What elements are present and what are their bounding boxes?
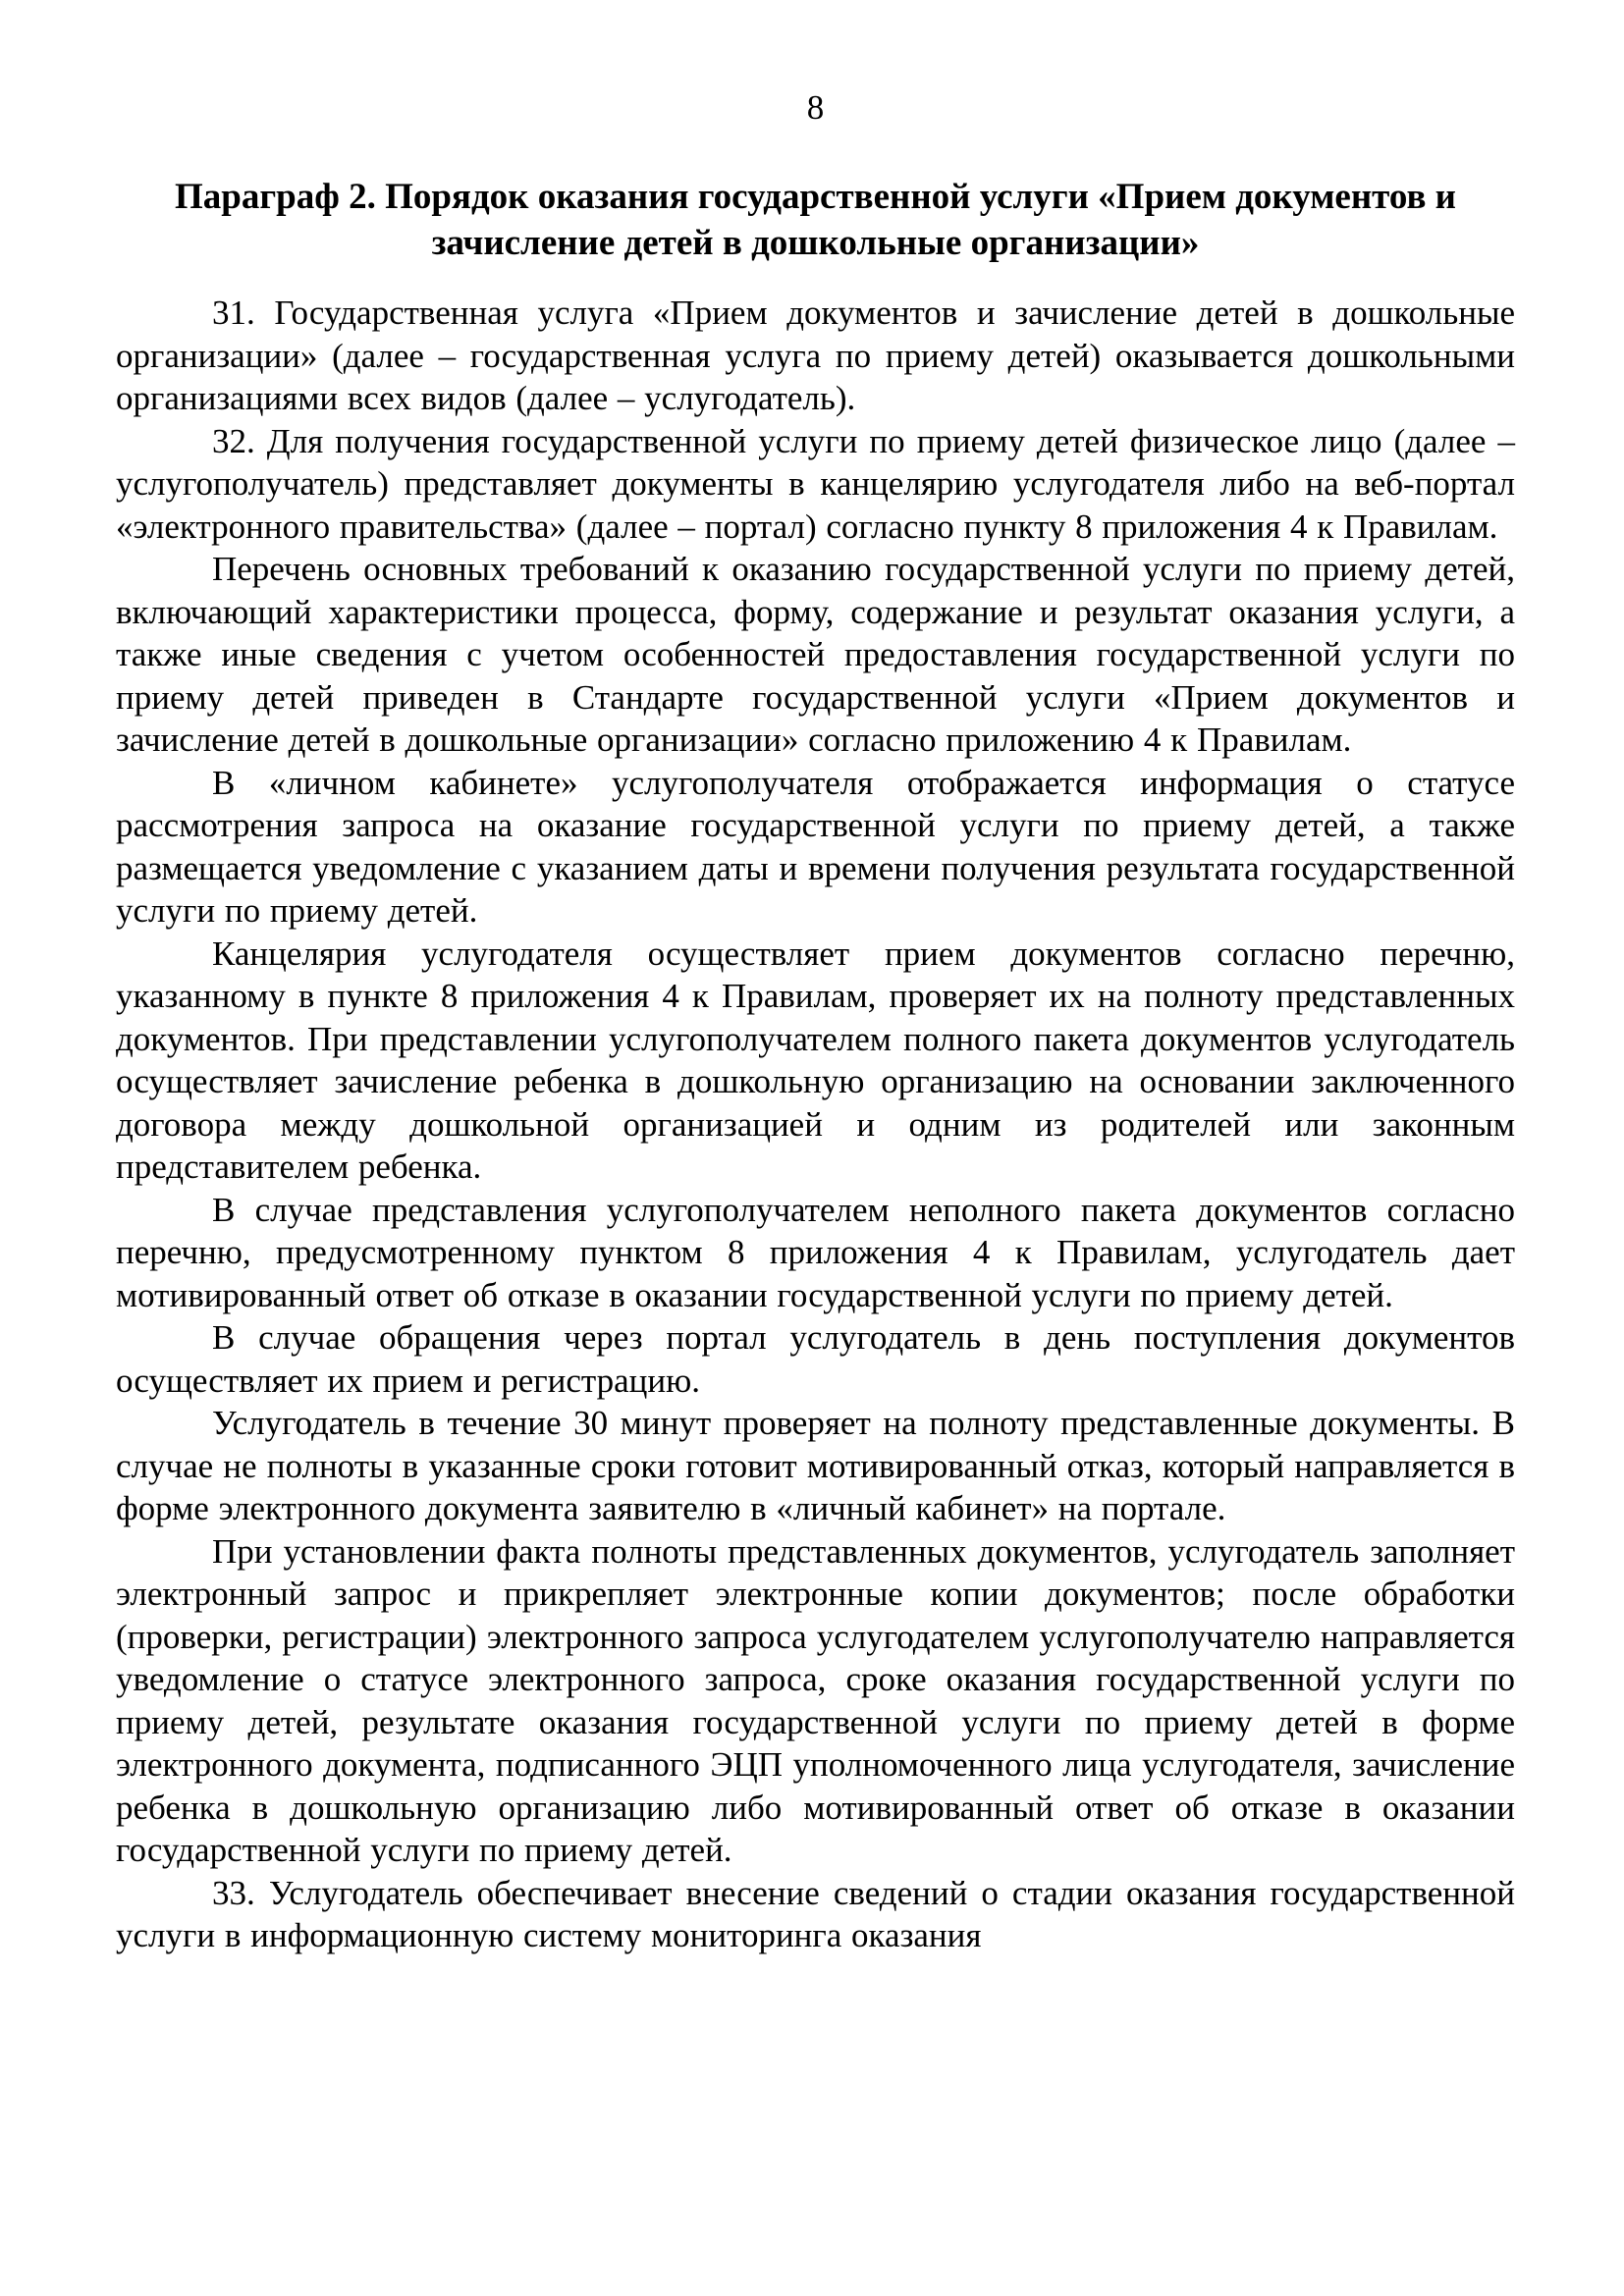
paragraph-electronic-request: При установлении факта полноты представленных документов, услугодатель заполняет электронный запрос и прикрепляет электронные копии документов; после обработки (проверки, регистрации) электронного запроса услугодателем услугополучателю направляется уведомление о статусе электронного запроса, сроке оказания государственной услуги по приему детей, результате оказания государственной услуги по приему детей в форме электронного документа, подписанного ЭЦП уполномоченного лица услугодателя, зачисление ребенка в дошкольную организацию либо мотивированный ответ об отказе в оказании государственной услуги по приему детей. <box>116 1531 1515 1869</box>
paragraph-32: 32. Для получения государственной услуги по приему детей физическое лицо (далее – услугополучатель) представляет документы в канцелярию услугодателя либо на веб-портал «электронного правительства» (далее – портал) согласно пункту 8 приложения 4 к Правилам. <box>116 421 1515 546</box>
paragraph-33: 33. Услугодатель обеспечивает внесение сведений о стадии оказания государственной услуги в информационную систему мониторинга оказания <box>116 1873 1515 1954</box>
paragraph-incomplete-package: В случае представления услугополучателем неполного пакета документов согласно перечню, предусмотренному пунктом 8 приложения 4 к Правилам, услугодатель дает мотивированный ответ об отказе в оказании государственной услуги по приему детей. <box>116 1190 1515 1314</box>
paragraph-portal-registration: В случае обращения через портал услугодатель в день поступления документов осуществляет их прием и регистрацию. <box>116 1318 1515 1400</box>
paragraph-personal-cabinet: В «личном кабинете» услугополучателя отображается информация о статусе рассмотрения запроса на оказание государственной услуги по приему детей, а также размещается уведомление с указанием даты и времени получения результата государственной услуги по приему детей. <box>116 763 1515 930</box>
section-heading-line-1: Параграф 2. Порядок оказания государственной услуги «Прием документов и <box>174 177 1456 217</box>
paragraph-requirements-list: Перечень основных требований к оказанию государственной услуги по приему детей, включающий характеристики процесса, форму, содержание и результат оказания услуги, а также иные сведения с учетом особенностей предоставления государственной услуги по приему детей приведен в Стандарте государственной услуги «Прием документов и зачисление детей в дошкольные организации» согласно приложению 4 к Правилам. <box>116 550 1515 759</box>
paragraph-30-minutes-check: Услугодатель в течение 30 минут проверяет на полноту представленные документы. В случае не полноты в указанные сроки готовит мотивированный отказ, который направляется в форме электронного документа заявителю в «личный кабинет» на портале. <box>116 1404 1515 1527</box>
section-heading-line-2: зачисление детей в дошкольные организации» <box>431 223 1200 263</box>
paragraph-chancellery: Канцелярия услугодателя осуществляет прием документов согласно перечню, указанному в пункте 8 приложения 4 к Правилам, проверяет их на полноту представленных документов. При представлении услугополучателем полного пакета документов услугодатель осуществляет зачисление ребенка в дошкольную организацию на основании заключенного договора между дошкольной организацией и одним из родителей или законным представителем ребенка. <box>116 934 1515 1186</box>
page-number: 8 <box>806 88 825 127</box>
paragraph-31: 31. Государственная услуга «Прием документов и зачисление детей в дошкольные организации» (далее – государственная услуга по приему детей) оказывается дошкольными организациями всех видов (далее – услугодатель). <box>116 294 1515 417</box>
document-body <box>116 292 1515 1957</box>
section-heading <box>116 174 1515 266</box>
